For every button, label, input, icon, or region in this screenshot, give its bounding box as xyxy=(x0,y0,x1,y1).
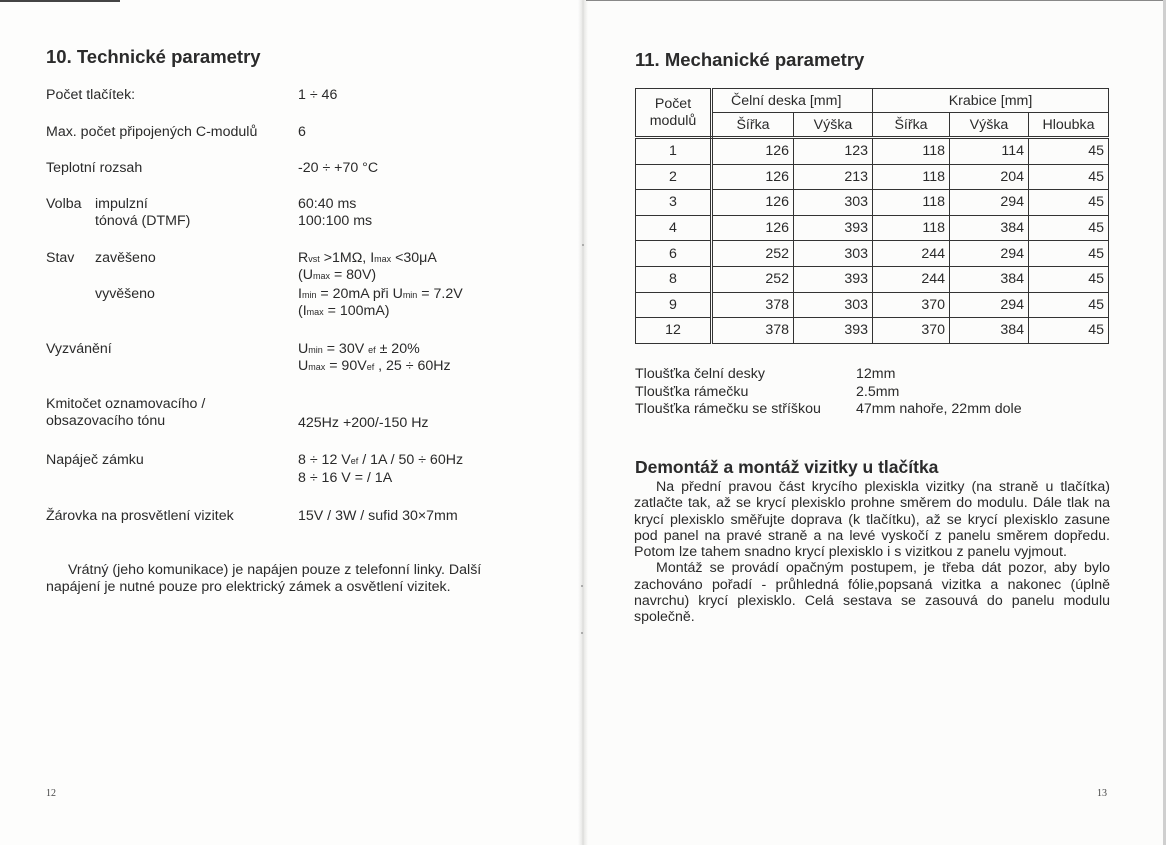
table-cell: 393 xyxy=(794,215,873,241)
table-header-row xyxy=(636,89,1109,113)
table-cell: 118 xyxy=(873,164,950,190)
table-cell: 294 xyxy=(950,241,1029,267)
table-cell: 244 xyxy=(873,241,950,267)
param-label: Kmitočet oznamovacího / xyxy=(46,396,206,412)
scan-speck xyxy=(582,244,584,246)
param-value: 6 xyxy=(298,124,306,140)
table-cell: 204 xyxy=(950,164,1029,190)
param-label: obsazovacího tónu xyxy=(46,413,166,429)
page-gutter xyxy=(578,0,588,845)
table-cell-modules: 1 xyxy=(636,138,712,165)
table-cell-modules: 8 xyxy=(636,266,712,292)
table-cell: 393 xyxy=(794,318,873,344)
table-row xyxy=(636,190,1109,216)
thickness-label: Tloušťka rámečku xyxy=(635,383,749,400)
table-cell: 370 xyxy=(873,318,950,344)
scan-speck xyxy=(581,585,583,587)
page-number: 13 xyxy=(1097,788,1107,799)
right-page-title: 11. Mechanické parametry xyxy=(635,49,865,70)
param-value: (Umax = 80V) xyxy=(298,267,377,283)
col-group-krabice: Krabice [mm] xyxy=(873,89,1109,113)
param-value: 15V / 3W / sufid 30×7mm xyxy=(298,508,458,524)
table-cell: 126 xyxy=(712,164,794,190)
col-header-sirka: Šířka xyxy=(712,113,794,138)
param-label: Volba xyxy=(46,196,82,212)
param-value: Umin = 30V ef ± 20% xyxy=(298,341,420,357)
paragraph: Montáž se provádí opačným postupem, je třeba dát pozor, aby bylo zachováno pořadí - průhledná fólie,popsaná vizitka a nakonec (úplně navrchu) krycí plexisklo. Celá sestava se zasouvá do panelu modulu společně. xyxy=(634,560,1110,626)
param-label: Teplotní rozsah xyxy=(46,160,143,176)
page-number: 12 xyxy=(46,788,56,799)
table-row xyxy=(636,215,1109,241)
table-cell-modules: 3 xyxy=(636,190,712,216)
param-value: 425Hz +200/-150 Hz xyxy=(298,415,429,431)
table-cell: 45 xyxy=(1029,164,1109,190)
thickness-label: Tloušťka rámečku se stříškou xyxy=(635,401,821,417)
table-cell: 303 xyxy=(794,292,873,318)
param-row xyxy=(46,452,566,486)
table-row xyxy=(636,292,1109,318)
table-cell: 384 xyxy=(950,266,1029,292)
table-cell: 370 xyxy=(873,292,950,318)
thickness-value: 47mm nahoře, 22mm dole xyxy=(856,401,1022,417)
table-cell: 213 xyxy=(794,164,873,190)
param-value: Umax = 90Vef , 25 ÷ 60Hz xyxy=(298,358,451,374)
param-value: (Imax = 100mA) xyxy=(298,303,390,319)
col-group-celni: Čelní deska [mm] xyxy=(712,89,873,113)
mechanical-table-body xyxy=(636,89,1109,344)
thickness-value: 2.5mm xyxy=(856,383,900,400)
param-value: -20 ÷ +70 °C xyxy=(298,160,379,176)
param-row xyxy=(46,250,566,322)
param-row xyxy=(46,196,566,230)
param-label: Stav xyxy=(46,250,75,266)
param-value: 8 ÷ 16 V = / 1A xyxy=(298,470,393,486)
power-note: Vrátný (jeho komunikace) je napájen pouze z telefonní linky. Další napájení je nutné pouze pro elektrický zámek a osvětlení vizitek. xyxy=(46,562,482,595)
section-title: Demontáž a montáž vizitky u tlačítka xyxy=(635,457,939,477)
scan-edge-line xyxy=(586,0,1166,1)
thickness-label: Tloušťka čelní desky xyxy=(635,366,765,382)
param-label: Počet tlačítek: xyxy=(46,87,136,103)
col-header-sirka: Šířka xyxy=(873,113,950,138)
table-cell: 303 xyxy=(794,190,873,216)
table-cell-modules: 12 xyxy=(636,318,712,344)
col-header-vyska: Výška xyxy=(950,113,1029,138)
table-cell: 45 xyxy=(1029,190,1109,216)
table-cell: 114 xyxy=(950,138,1029,165)
mechanical-table xyxy=(635,88,1109,344)
table-cell: 45 xyxy=(1029,241,1109,267)
table-cell-modules: 4 xyxy=(636,215,712,241)
param-sub-label: impulzní xyxy=(95,196,148,212)
table-cell-modules: 9 xyxy=(636,292,712,318)
scan-edge-line xyxy=(0,0,120,2)
table-row xyxy=(636,164,1109,190)
table-cell: 45 xyxy=(1029,266,1109,292)
table-cell-modules: 2 xyxy=(636,164,712,190)
param-row xyxy=(46,396,566,432)
table-cell: 252 xyxy=(712,241,794,267)
table-cell: 118 xyxy=(873,190,950,216)
table-cell: 294 xyxy=(950,292,1029,318)
param-value: Rvst >1MΩ, Imax <30μA xyxy=(298,250,437,266)
table-cell: 45 xyxy=(1029,292,1109,318)
table-cell: 45 xyxy=(1029,138,1109,165)
table-cell: 126 xyxy=(712,138,794,165)
param-sub-label: tónová (DTMF) xyxy=(95,213,191,229)
param-value: 1 ÷ 46 xyxy=(298,87,338,103)
table-row xyxy=(636,138,1109,165)
param-label: Napáječ zámku xyxy=(46,452,144,468)
param-value: 8 ÷ 12 Vef / 1A / 50 ÷ 60Hz xyxy=(298,452,464,468)
table-cell: 123 xyxy=(794,138,873,165)
table-cell: 118 xyxy=(873,138,950,165)
table-cell: 294 xyxy=(950,190,1029,216)
table-cell: 393 xyxy=(794,266,873,292)
col-header-vyska: Výška xyxy=(794,113,873,138)
table-cell: 45 xyxy=(1029,215,1109,241)
scan-speck xyxy=(581,632,583,634)
table-cell: 303 xyxy=(794,241,873,267)
table-row xyxy=(636,318,1109,344)
table-cell: 384 xyxy=(950,215,1029,241)
table-cell: 378 xyxy=(712,292,794,318)
param-value: Imin = 20mA při Umin = 7.2V xyxy=(298,286,463,302)
table-cell: 244 xyxy=(873,266,950,292)
col-header-pocet: Počet modulů xyxy=(636,89,712,138)
table-cell: 126 xyxy=(712,215,794,241)
thickness-value: 12mm xyxy=(856,366,896,382)
col-header-hloubka: Hloubka xyxy=(1029,113,1109,138)
table-cell: 384 xyxy=(950,318,1029,344)
param-sub-label: vyvěšeno xyxy=(95,286,155,302)
table-cell-modules: 6 xyxy=(636,241,712,267)
table-row xyxy=(636,241,1109,267)
param-row xyxy=(46,341,566,375)
table-cell: 118 xyxy=(873,215,950,241)
param-label: Žárovka na prosvětlení vizitek xyxy=(46,508,234,524)
instructions-text xyxy=(634,479,1110,626)
param-value: 60:40 ms xyxy=(298,196,357,212)
param-sub-label: zavěšeno xyxy=(95,250,156,266)
table-row xyxy=(636,266,1109,292)
param-label: Vyzvánění xyxy=(46,341,112,357)
table-cell: 126 xyxy=(712,190,794,216)
param-value: 100:100 ms xyxy=(298,213,373,229)
table-cell: 45 xyxy=(1029,318,1109,344)
left-page-title: 10. Technické parametry xyxy=(46,46,261,67)
param-label: Max. počet připojených C-modulů xyxy=(46,124,258,140)
table-cell: 252 xyxy=(712,266,794,292)
table-cell: 378 xyxy=(712,318,794,344)
paragraph: Na přední pravou část krycího plexiskla vizitky (na straně u tlačítka) zatlačte tak, až se krycí plexisklo prohne směrem do modulu. Dále tlak na krycí plexisklo směřujte doprava (k tlačítku), až se krycí plexisklo zasune pod panel na pravé straně a na levé vyskočí z panelu směrem dopředu. Potom lze tahem snadno krycí plexisklo i s vizitkou z panelu vyjmout. xyxy=(634,479,1110,561)
